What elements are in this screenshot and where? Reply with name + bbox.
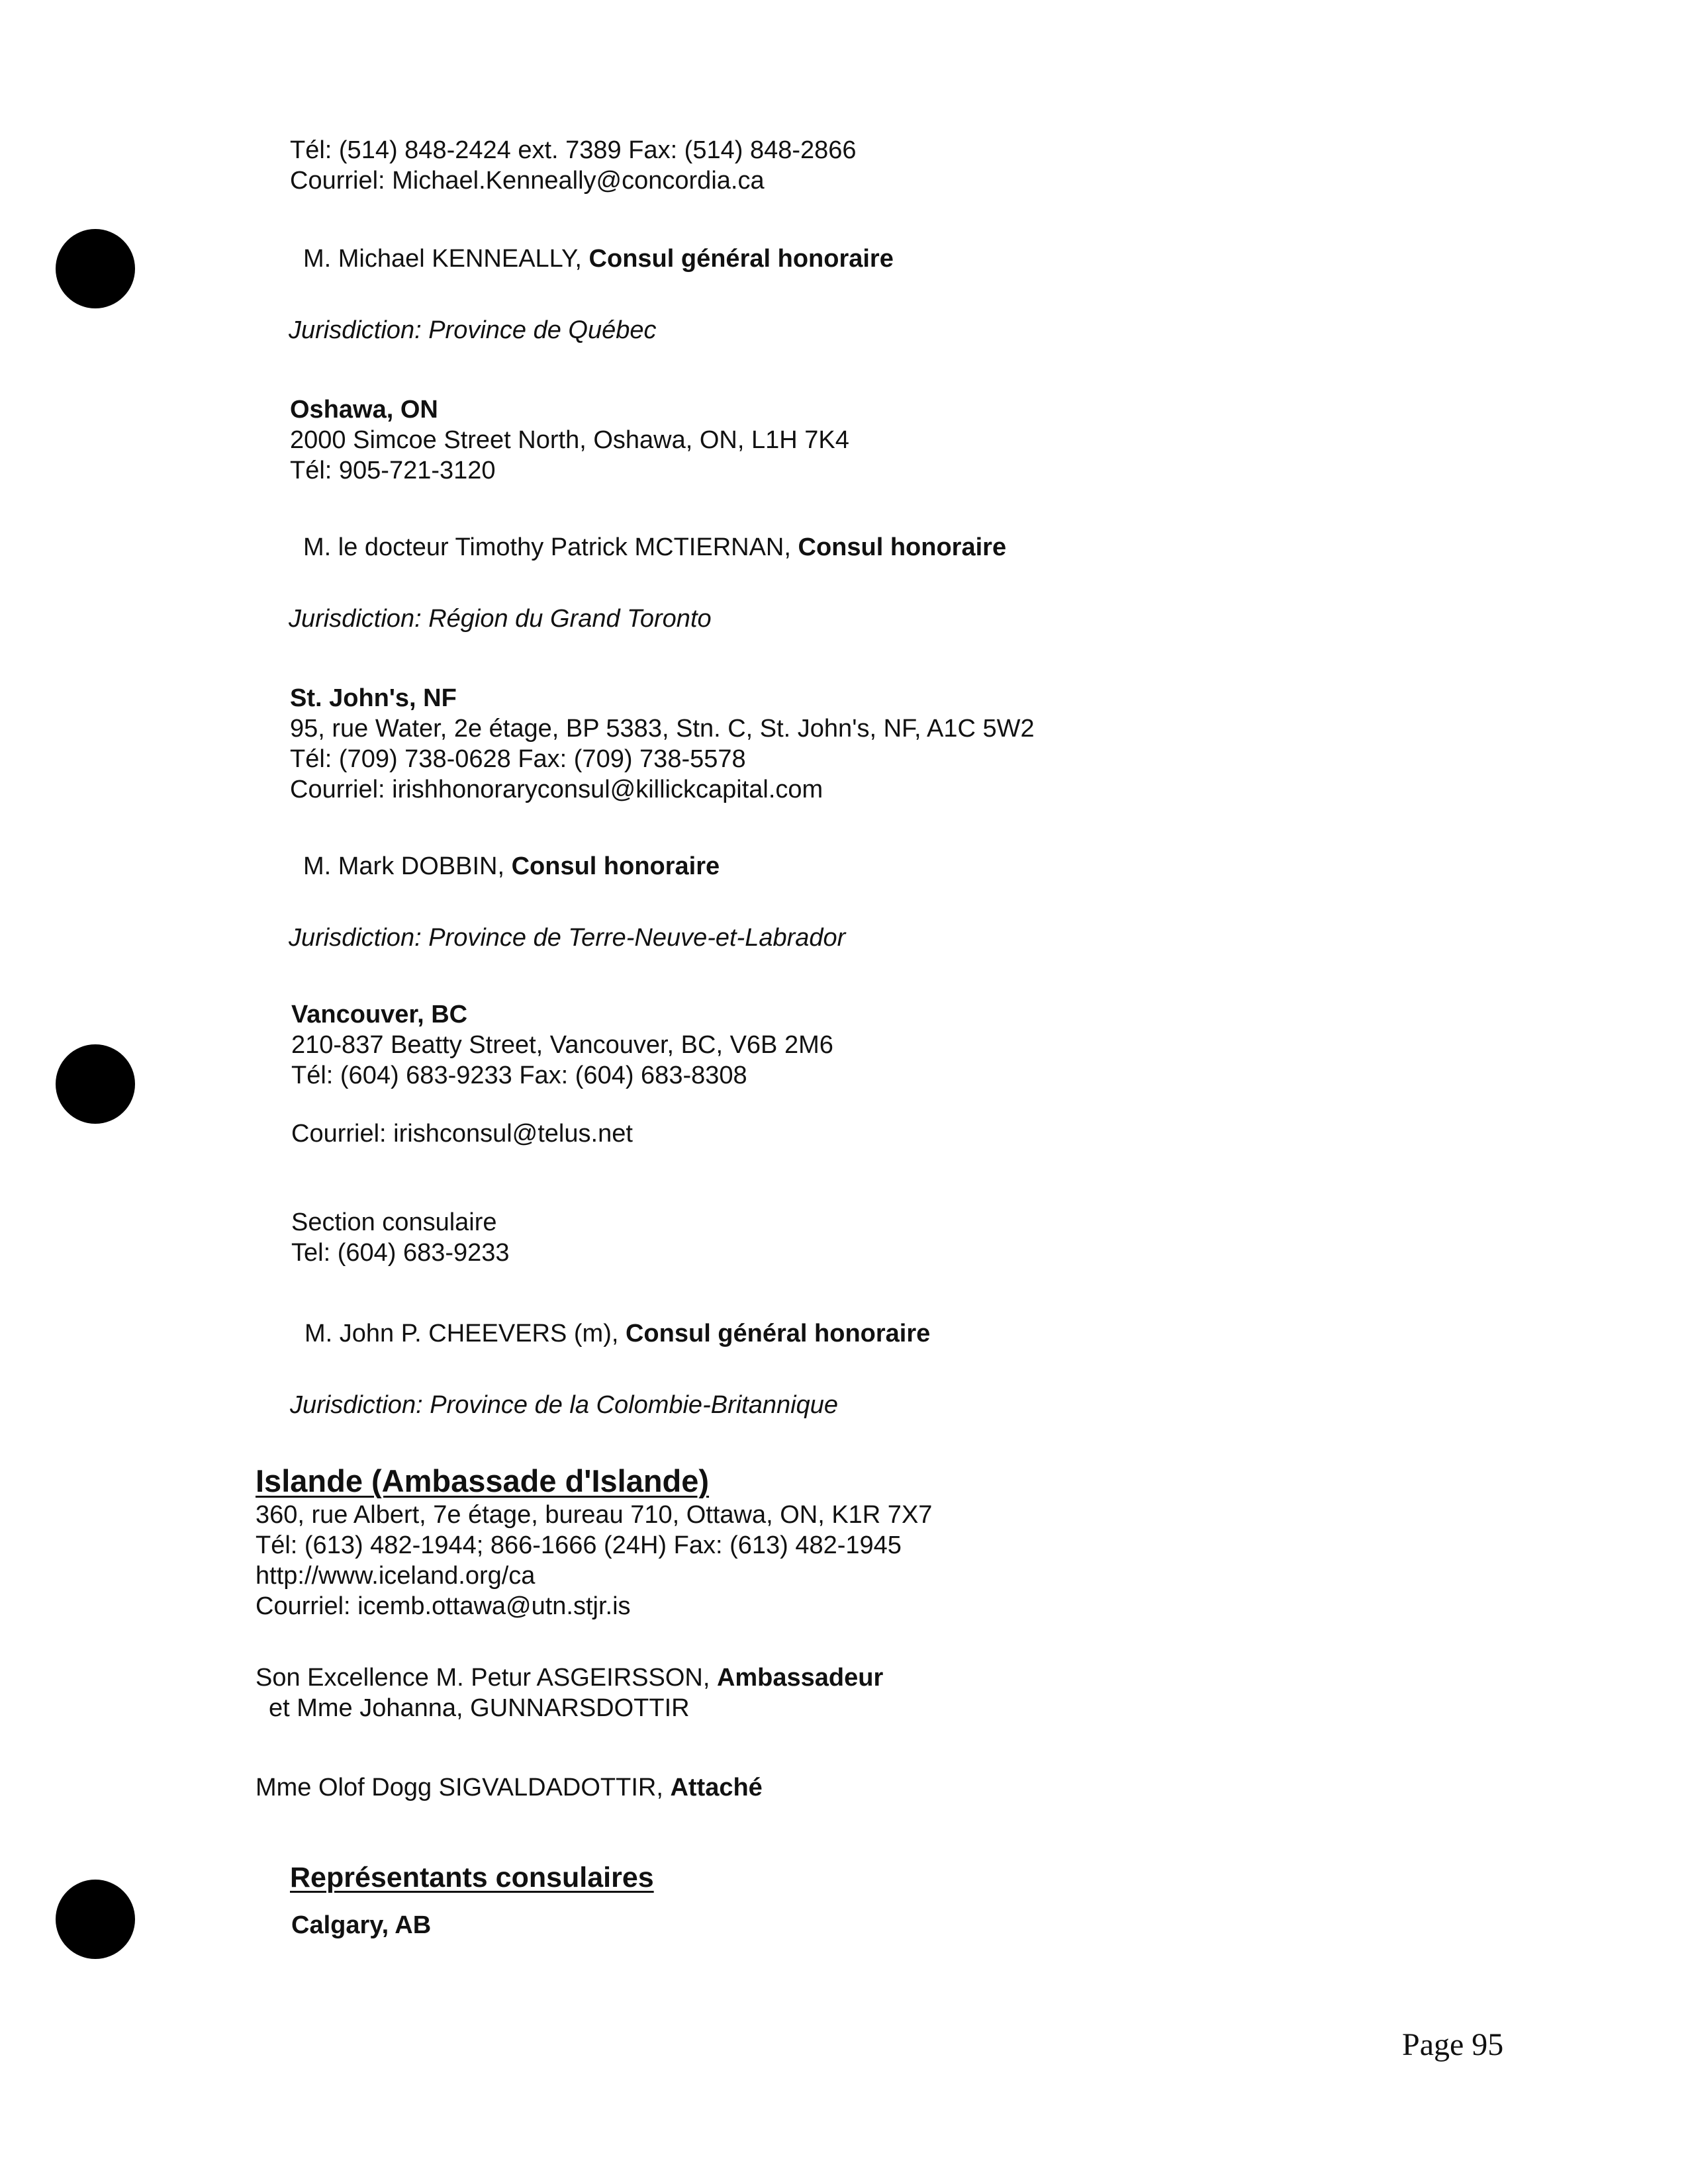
montreal-tel: Tél: (514) 848-2424 ext. 7389 Fax: (514) 848-2866 (290, 136, 857, 164)
vancouver-consul-name: M. John P. CHEEVERS (m), (305, 1320, 626, 1347)
binder-hole-top (56, 229, 135, 308)
montreal-email: Courriel: Michael.Kenneally@concordia.ca (290, 167, 765, 195)
st-johns-city: St. John's, NF (290, 684, 457, 712)
st-johns-consul-name: M. Mark DOBBIN, (303, 852, 512, 880)
iceland-tel: Tél: (613) 482-1944; 866-1666 (24H) Fax: (613) 482-1945 (256, 1531, 902, 1559)
vancouver-email: Courriel: irishconsul@telus.net (291, 1120, 633, 1148)
oshawa-address: 2000 Simcoe Street North, Oshawa, ON, L1H 7K4 (290, 426, 849, 454)
montreal-consul (303, 244, 894, 274)
calgary-city: Calgary, AB (291, 1911, 432, 1939)
montreal-consul-title: Consul général honoraire (588, 245, 894, 273)
st-johns-tel: Tél: (709) 738-0628 Fax: (709) 738-5578 (290, 745, 746, 773)
iceland-heading: Islande (Ambassade d'Islande) (256, 1463, 710, 1498)
oshawa-jurisdiction: Jurisdiction: Région du Grand Toronto (289, 605, 712, 633)
vancouver-city: Vancouver, BC (291, 1001, 468, 1028)
st-johns-email: Courriel: irishhonoraryconsul@killickcapital.com (290, 776, 823, 803)
st-johns-jurisdiction: Jurisdiction: Province de Terre-Neuve-et-Labrador (289, 924, 846, 952)
vancouver-consul (305, 1318, 930, 1349)
page-number: Page 95 (1402, 2027, 1504, 2062)
montreal-jurisdiction: Jurisdiction: Province de Québec (289, 316, 657, 344)
vancouver-section: Section consulaire (291, 1208, 497, 1236)
iceland-ambassador-name: Son Excellence M. Petur ASGEIRSSON, (256, 1664, 717, 1692)
consular-representatives-heading: Représentants consulaires (290, 1862, 654, 1893)
vancouver-consul-title: Consul général honoraire (625, 1320, 931, 1347)
vancouver-tel: Tél: (604) 683-9233 Fax: (604) 683-8308 (291, 1062, 747, 1089)
iceland-email: Courriel: icemb.ottawa@utn.stjr.is (256, 1592, 631, 1620)
iceland-attache-name: Mme Olof Dogg SIGVALDADOTTIR, (256, 1774, 671, 1801)
oshawa-consul-title: Consul honoraire (798, 533, 1007, 561)
vancouver-section-tel: Tel: (604) 683-9233 (291, 1239, 510, 1267)
vancouver-jurisdiction: Jurisdiction: Province de la Colombie-Britannique (290, 1391, 838, 1419)
iceland-address: 360, rue Albert, 7e étage, bureau 710, Ottawa, ON, K1R 7X7 (256, 1501, 933, 1529)
st-johns-consul-title: Consul honoraire (511, 852, 720, 880)
oshawa-tel: Tél: 905-721-3120 (290, 457, 496, 484)
oshawa-city: Oshawa, ON (290, 396, 438, 424)
st-johns-address: 95, rue Water, 2e étage, BP 5383, Stn. C, St. John's, NF, A1C 5W2 (290, 715, 1035, 743)
iceland-ambassador (256, 1662, 883, 1693)
binder-hole-middle (56, 1044, 135, 1124)
iceland-web: http://www.iceland.org/ca (256, 1562, 536, 1590)
iceland-spouse: et Mme Johanna, GUNNARSDOTTIR (269, 1694, 690, 1722)
oshawa-consul (303, 532, 1006, 563)
iceland-attache (256, 1772, 763, 1803)
st-johns-consul (303, 851, 720, 882)
montreal-consul-name: M. Michael KENNEALLY, (303, 245, 589, 273)
oshawa-consul-name: M. le docteur Timothy Patrick MCTIERNAN, (303, 533, 798, 561)
iceland-ambassador-title: Ambassadeur (716, 1664, 884, 1692)
iceland-attache-title: Attaché (670, 1774, 763, 1801)
binder-hole-bottom (56, 1880, 135, 1959)
vancouver-address: 210-837 Beatty Street, Vancouver, BC, V6B 2M6 (291, 1031, 833, 1059)
